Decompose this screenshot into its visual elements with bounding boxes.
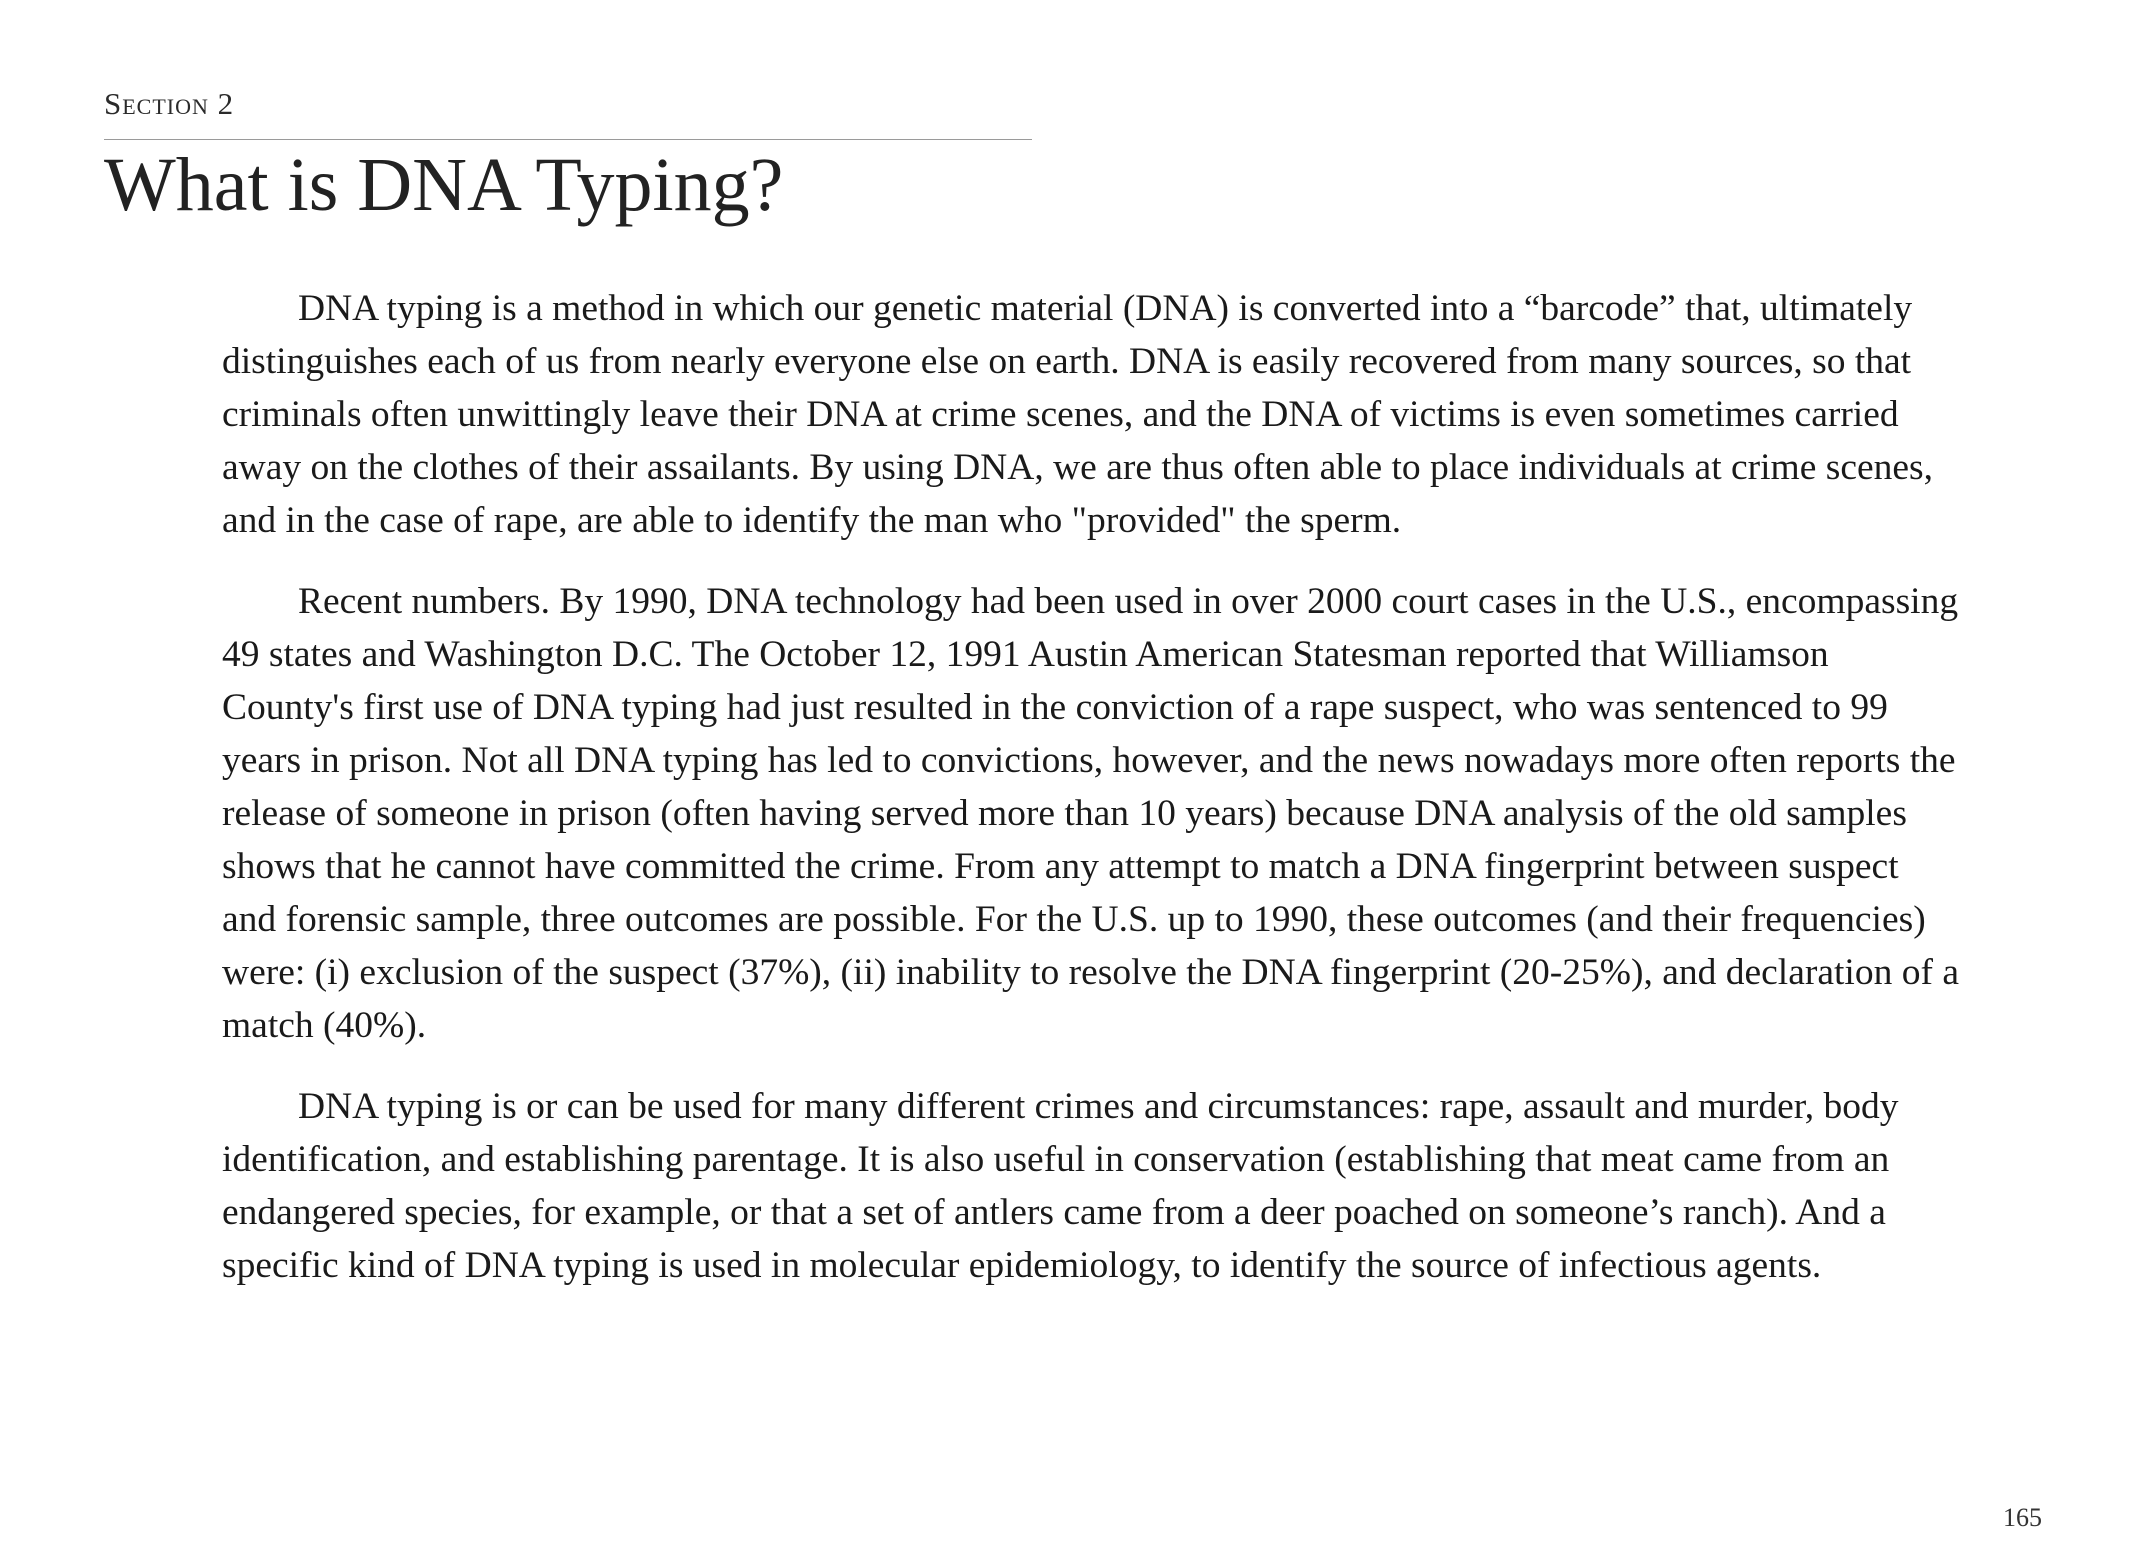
section-label: Section 2 <box>104 86 235 121</box>
paragraph-uses: DNA typing is or can be used for many different crimes and circumstances: rape, assault and murder, body identification, and establishing parentage. It is also useful in conservation (establishing that meat came from an endangered species, for example, or that a set of antlers came from a deer poached on someone’s ranch). And a specific kind of DNA typing is used in molecular epidemiology, to identify the source of infectious agents. <box>222 1086 1899 1286</box>
paragraph-recent-numbers: Recent numbers. By 1990, DNA technology had been used in over 2000 court cases in the U.S., encompassing 49 states and Washington D.C. The October 12, 1991 Austin American Statesman reported that Williamson County's first use of DNA typing had just resulted in the conviction of a rape suspect, who was sentenced to 99 years in prison. Not all DNA typing has led to convictions, however, and the news nowadays more often reports the release of someone in prison (often having served more than 10 years) because DNA analysis of the old samples shows that he cannot have committed the crime. From any attempt to match a DNA fingerprint between suspect and forensic sample, three outcomes are possible. For the U.S. up to 1990, these outcomes (and their frequencies) were: (i) exclusion of the suspect (37%), (ii) inability to resolve the DNA fingerprint (20-25%), and declaration of a match (40%). <box>222 581 1959 1046</box>
paragraph-intro: DNA typing is a method in which our genetic material (DNA) is converted into a “barcode” that, ultimately distinguishes each of us from nearly everyone else on earth. DNA is easily recovered from many sources, so that criminals often unwittingly leave their DNA at crime scenes, and the DNA of victims is even sometimes carried away on the clothes of their assailants. By using DNA, we are thus often able to place individuals at crime scenes, and in the case of rape, are able to identify the man who "provided" the sperm. <box>222 288 1933 541</box>
body-text <box>222 282 1962 1320</box>
page-title: What is DNA Typing? <box>104 143 784 227</box>
page-number: 165 <box>2003 1503 2042 1532</box>
